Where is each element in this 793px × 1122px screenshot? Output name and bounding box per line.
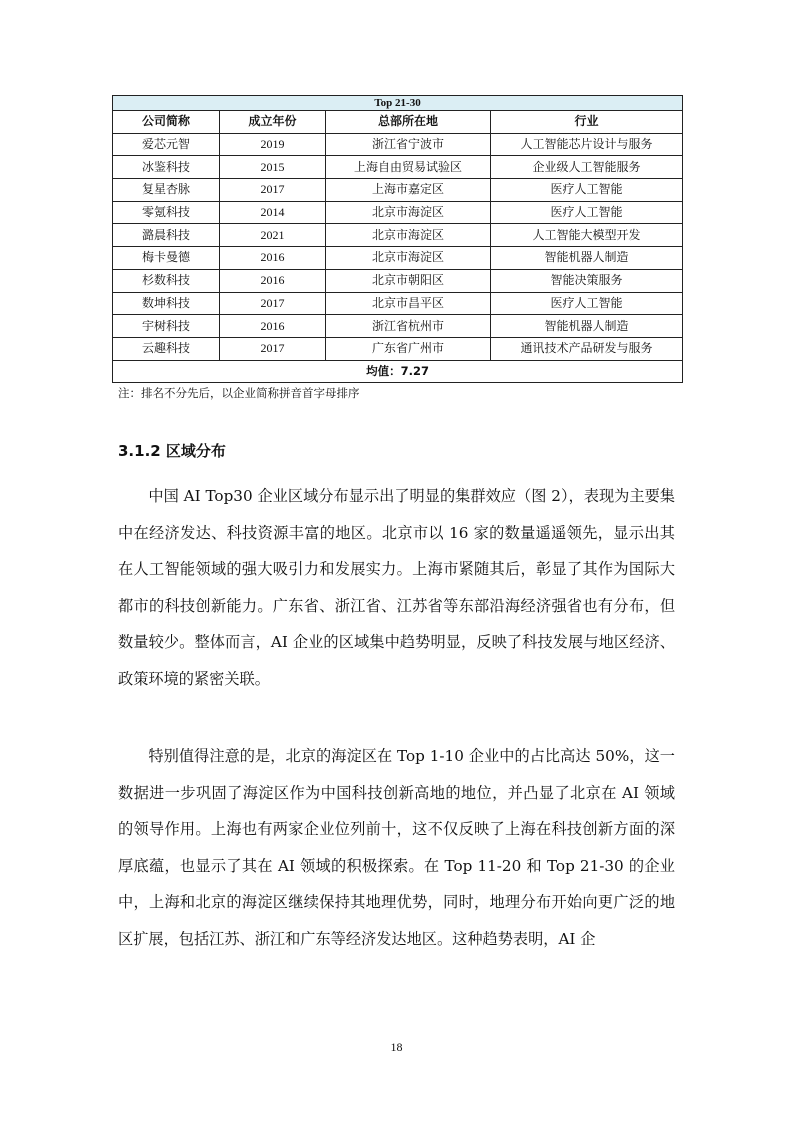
table-row [113,292,683,315]
table-row [113,315,683,338]
cell-company: 复星杏脉 [113,179,220,202]
table-footer-row [113,360,683,383]
header-industry: 行业 [491,111,683,134]
table-row [113,133,683,156]
table-row [113,156,683,179]
cell-industry: 人工智能芯片设计与服务 [491,133,683,156]
table-note: 注：排名不分先后，以企业简称拼音首字母排序 [118,386,360,400]
header-company: 公司简称 [113,111,220,134]
cell-company: 宇树科技 [113,315,220,338]
cell-year: 2021 [220,224,326,247]
cell-year: 2017 [220,337,326,360]
cell-year: 2016 [220,315,326,338]
cell-year: 2015 [220,156,326,179]
paragraph: 特别值得注意的是，北京的海淀区在 Top 1-10 企业中的占比高达 50%，这一数据进一步巩固了海淀区作为中国科技创新高地的地位，并凸显了北京在 AI 领域的领导作用。上海也有两家企业位列前十，这不仅反映了上海在科技创新方面的深厚底蕴，也显示了其在 AI 领域的积极探索。在 Top 11-20 和 Top 21-30 的企业中，上海和北京的海淀区继续保持其地理优势，同时，地理分布开始向更广泛的地区扩展，包括江苏、浙江和广东等经济发达地区。这种趋势表明，AI 企 [118,747,675,948]
header-hq: 总部所在地 [326,111,491,134]
cell-industry: 人工智能大模型开发 [491,224,683,247]
table-row [113,224,683,247]
cell-year: 2019 [220,133,326,156]
cell-hq: 北京市海淀区 [326,247,491,270]
cell-industry: 智能决策服务 [491,269,683,292]
cell-company: 数坤科技 [113,292,220,315]
cell-industry: 医疗人工智能 [491,179,683,202]
cell-company: 冰鉴科技 [113,156,220,179]
cell-year: 2016 [220,269,326,292]
cell-year: 2017 [220,292,326,315]
cell-industry: 医疗人工智能 [491,201,683,224]
cell-hq: 上海市嘉定区 [326,179,491,202]
cell-industry: 智能机器人制造 [491,315,683,338]
cell-industry: 医疗人工智能 [491,292,683,315]
cell-company: 潞晨科技 [113,224,220,247]
cell-hq: 浙江省宁波市 [326,133,491,156]
cell-company: 零氪科技 [113,201,220,224]
cell-year: 2017 [220,179,326,202]
cell-hq: 浙江省杭州市 [326,315,491,338]
cell-hq: 北京市昌平区 [326,292,491,315]
cell-company: 梅卡曼德 [113,247,220,270]
cell-industry: 通讯技术产品研发与服务 [491,337,683,360]
company-table [112,95,683,383]
table-row [113,337,683,360]
table-row [113,201,683,224]
table-row [113,247,683,270]
cell-year: 2014 [220,201,326,224]
cell-hq: 广东省广州市 [326,337,491,360]
paragraph: 中国 AI Top30 企业区域分布显示出了明显的集群效应（图 2），表现为主要集中在经济发达、科技资源丰富的地区。北京市以 16 家的数量遥遥领先，显示出其在人工智能领域的强大吸引力和发展实力。上海市紧随其后，彰显了其作为国际大都市的科技创新能力。广东省、浙江省、江苏省等东部沿海经济强省也有分布，但数量较少。整体而言，AI 企业的区域集中趋势明显，反映了科技发展与地区经济、政策环境的紧密关联。 [118,487,675,688]
cell-year: 2016 [220,247,326,270]
cell-hq: 北京市海淀区 [326,224,491,247]
cell-company: 杉数科技 [113,269,220,292]
cell-industry: 智能机器人制造 [491,247,683,270]
cell-industry: 企业级人工智能服务 [491,156,683,179]
header-year: 成立年份 [220,111,326,134]
table-average: 均值：7.27 [113,360,683,383]
cell-hq: 北京市朝阳区 [326,269,491,292]
cell-hq: 上海自由贸易试验区 [326,156,491,179]
table-caption: Top 21-30 [113,96,683,111]
cell-hq: 北京市海淀区 [326,201,491,224]
cell-company: 爱芯元智 [113,133,220,156]
cell-company: 云趣科技 [113,337,220,360]
table-row [113,269,683,292]
table-header-row [113,111,683,134]
table-row [113,179,683,202]
page-number: 18 [390,1040,403,1054]
section-heading: 3.1.2 区域分布 [118,442,226,460]
